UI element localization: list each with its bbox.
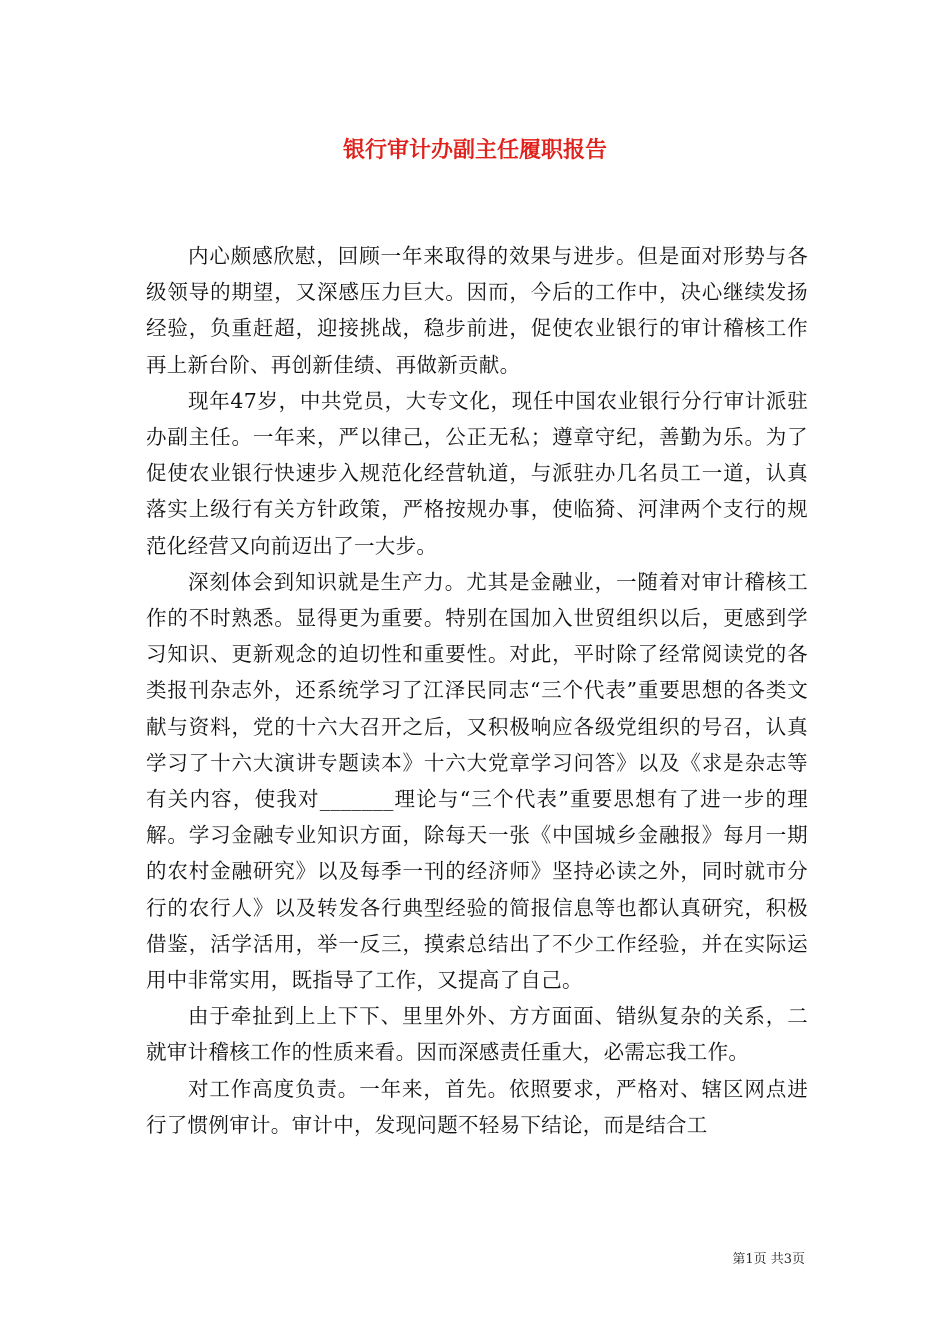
document-body <box>146 238 808 1143</box>
paragraph-4: 由于牵扯到上上下下、里里外外、方方面面、错纵复杂的关系，二就审计稽核工作的性质来看。因而深感责任重大，必需忘我工作。 <box>146 1004 808 1065</box>
page-number-footer: 第1页 共3页 <box>732 1252 805 1267</box>
paragraph-2: 现年47岁，中共党员，大专文化，现任中国农业银行分行审计派驻办副主任。一年来，严以律己，公正无私；遵章守纪，善勤为乐。为了促使农业银行快速步入规范化经营轨道，与派驻办几名员工一道，认真落实上级行有关方针政策，严格按规办事，使临猗、河津两个支行的规范化经营又向前迈出了一大步。 <box>146 388 808 558</box>
paragraph-5: 对工作高度负责。一年来，首先。依照要求，严格对、辖区网点进行了惯例审计。审计中，发现问题不轻易下结论，而是结合工 <box>146 1076 808 1137</box>
paragraph-1: 内心颇感欣慰，回顾一年来取得的效果与进步。但是面对形势与各级领导的期望，又深感压力巨大。因而，今后的工作中，决心继续发扬经验，负重赶超，迎接挑战，稳步前进，促使农业银行的审计稽核工作再上新台阶、再创新佳绩、再做新贡献。 <box>146 244 808 377</box>
document-title: 银行审计办副主任履职报告 <box>342 137 607 163</box>
paragraph-3: 深刻体会到知识就是生产力。尤其是金融业，一随着对审计稽核工作的不时熟悉。显得更为重要。特别在国加入世贸组织以后，更感到学习知识、更新观念的迫切性和重要性。对此，平时除了经常阅读党的各类报刊杂志外，还系统学习了江泽民同志“三个代表”重要思想的各类文献与资料，党的十六大召开之后，又积极响应各级党组织的号召，认真学习了十六大演讲专题读本》十六大党章学习问答》以及《求是杂志等有关内容，使我对_______理论与“三个代表”重要思想有了进一步的理解。学习金融专业知识方面，除每天一张《中国城乡金融报》每月一期的农村金融研究》以及每季一刊的经济师》坚持必读之外，同时就市分行的农行人》以及转发各行典型经验的简报信息等也都认真研究，积极借鉴，活学活用，举一反三，摸索总结出了不少工作经验，并在实际运用中非常实用，既指导了工作，又提高了自己。 <box>146 569 808 993</box>
